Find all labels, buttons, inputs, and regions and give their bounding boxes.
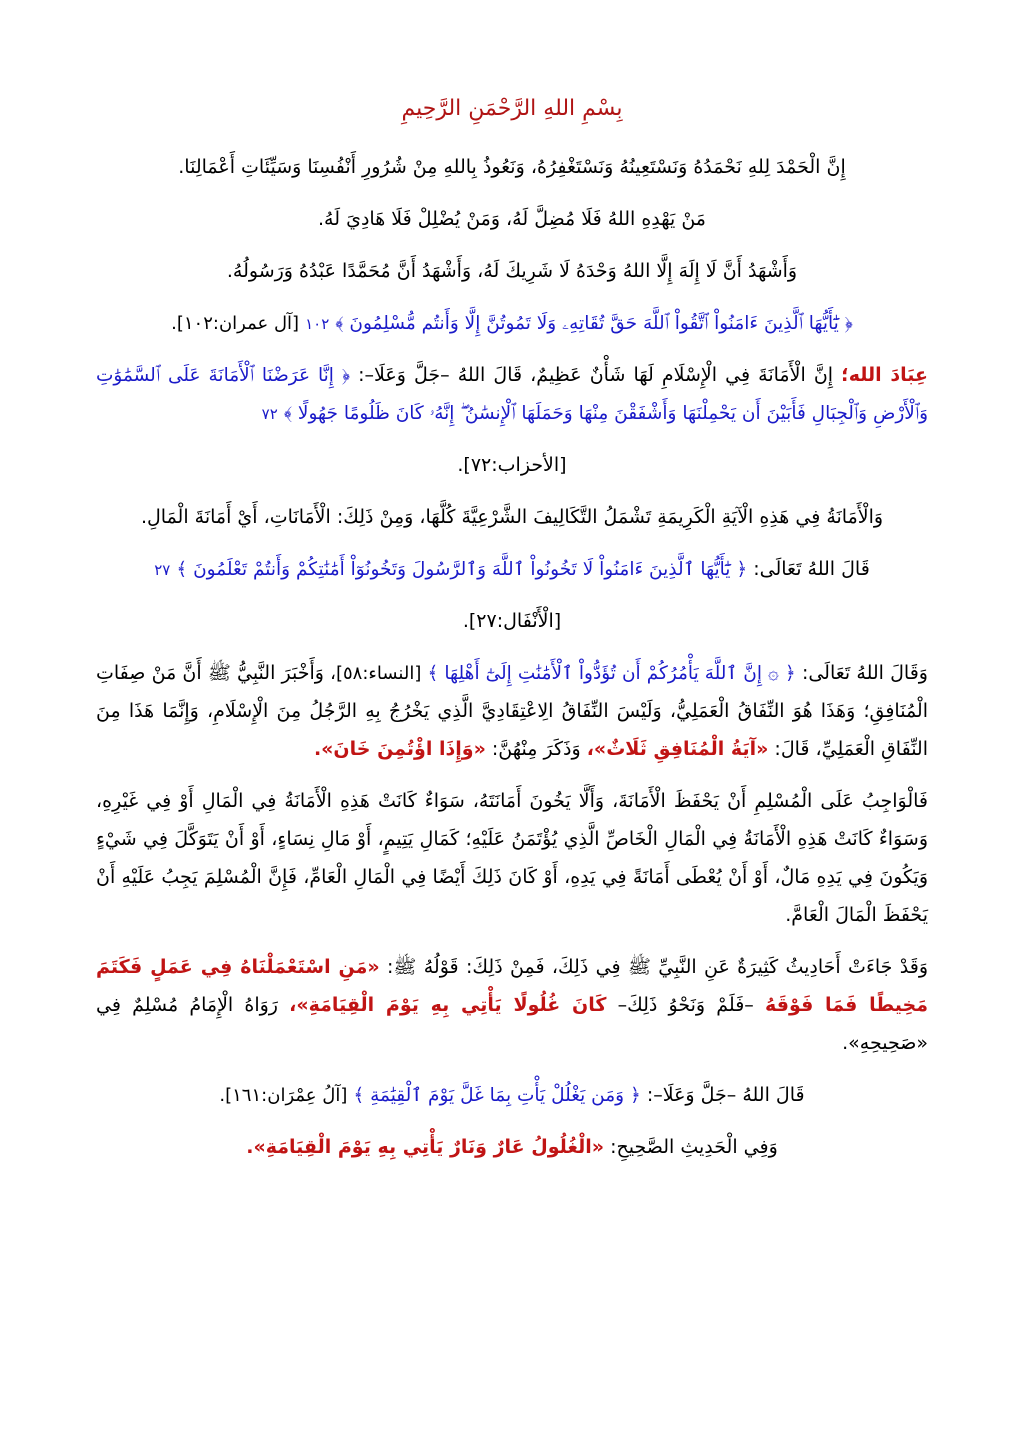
verse-block-2 <box>96 550 928 588</box>
verse-amanah-ayah-marker: ٧٢ <box>261 405 278 424</box>
khutbah-line-1: إِنَّ الْحَمْدَ لِلهِ نَحْمَدُهُ وَنَسْتَعِينُهُ وَنَسْتَغْفِرُهُ، وَنَعُوذُ بِاللهِ مِنْ شُرُورِ أَنْفُسِنَا وَسَيِّئَاتِ أَعْمَالِنَا. <box>178 156 846 179</box>
hadith-istamalnahu-middle: –فَلَمْ وَنَحْوُ ذَلِكَ– <box>617 994 754 1017</box>
hadith-munafiq-1: «آيَةُ الْمُنَافِقِ ثَلَاثٌ»، <box>586 738 769 761</box>
khutbah-line-3: وَأَشْهَدُ أَنَّ لَا إِلَهَ إِلَّا اللهُ وَحْدَهُ لَا شَرِيكَ لَهُ، وَأَشْهَدُ أَنَّ مُحَمَّدًا عَبْدُهُ وَرَسُولُهُ. <box>226 260 798 283</box>
hadith-munafiq-2: «وَإِذَا اؤْتُمِنَ خَانَ». <box>313 738 486 761</box>
hadith-istamalnahu-tail: كَانَ غُلُولًا يَأْتِي بِهِ يَوْمَ الْقِيَامَةِ»، <box>289 994 607 1017</box>
verse-1-ayah-marker: ١٠٢ <box>305 315 330 334</box>
verse-3-lead: وَقَالَ اللهُ تَعَالَى: <box>801 662 928 685</box>
hadith-attribution: رَوَاهُ الْإِمَامُ مُسْلِمٌ فِي «صَحِيحِهِ». <box>96 994 928 1055</box>
hadith-section-lead: وَقَدْ جَاءَتْ أَحَادِيثُ كَثِيرَةٌ عَنِ النَّبِيِّ ﷺ فِي ذَلِكَ، فَمِنْ ذَلِكَ: قَوْلُهُ ﷺ: <box>387 956 929 979</box>
verse-4-lead: قَالَ اللهُ –جَلَّ وَعَلَا–: <box>646 1084 805 1107</box>
final-hadith-lead: وَفِي الْحَدِيثِ الصَّحِيحِ: <box>610 1136 778 1159</box>
verse-block-1 <box>96 304 928 342</box>
final-hadith-block <box>96 1128 928 1166</box>
amanah-intro-paragraph <box>96 356 928 432</box>
verse-block-4 <box>96 1076 928 1114</box>
verse-2-ayah-marker: ٢٧ <box>154 561 171 580</box>
hadith-section-paragraph <box>96 948 928 1062</box>
verse-block-3 <box>96 654 928 768</box>
explanation-paragraph-1: وَالْأَمَانَةُ فِي هَذِهِ الْآيَةِ الْكَرِيمَةِ تَشْمَلُ التَّكَالِيفَ الشَّرْعِيَّةَ كُلَّهَا، وَمِنْ ذَلِكَ: الْأَمَانَاتِ، أَيْ أَمَانَةَ الْمَالِ. <box>140 506 884 529</box>
verse-amanah-text: ﴿ إِنَّا عَرَضْنَا ٱلْأَمَانَةَ عَلَى ٱلسَّمَٰوَٰتِ وَٱلْأَرْضِ وَٱلْجِبَالِ فَأَبَيْنَ أَن يَحْمِلْنَهَا وَأَشْفَقْنَ مِنْهَا وَحَمَلَهَا ٱلْإِنسَٰنُ ۖ إِنَّهُۥ كَانَ ظَلُومًا جَهُولًا ﴾ <box>96 365 928 425</box>
verse-3-text: ﴿ ۞ إِنَّ ٱللَّهَ يَأْمُرُكُمْ أَن تُؤَدُّواْ ٱلْأَمَٰنَٰتِ إِلَىٰٓ أَهْلِهَا ﴾ <box>427 663 796 685</box>
verse-2-reference: [الْأَنْفَال:٢٧]. <box>462 610 562 633</box>
basmala-heading: بِسْمِ اللهِ الرَّحْمَنِ الرَّحِيمِ <box>401 96 623 121</box>
hadith-istamalnahu-text: «مَنِ اسْتَعْمَلْنَاهُ فِي عَمَلٍ فَكَتَمَ مَخِيطًا فَمَا فَوْقَهُ <box>96 956 928 1017</box>
verse-3-reference: [النساء:٥٨]، <box>330 663 422 685</box>
verse-3-continuation: وَأَخْبَرَ النَّبِيُّ ﷺ أَنَّ مَنْ صِفَاتِ الْمُنَافِقِ؛ وَهَذَا هُوَ النِّفَاقُ الْعَمَلِيُّ، وَلَيْسَ النِّفَاقُ الِاعْتِقَادِيَّ الَّذِي يَخْرُجُ بِهِ الرَّجُلُ مِنَ الْإِسْلَامِ، وَإِنَّمَا هَذَا مِنَ النِّفَاقِ الْعَمَلِيِّ، قَالَ: <box>96 662 928 761</box>
verse-amanah-reference: [الأحزاب:٧٢]. <box>457 454 567 477</box>
khutbah-line-2: مَنْ يَهْدِهِ اللهُ فَلَا مُضِلَّ لَهُ، وَمَنْ يُضْلِلْ فَلَا هَادِيَ لَهُ. <box>318 208 706 231</box>
verse-2-lead: قَالَ اللهُ تَعَالَى: <box>753 558 870 581</box>
address-ibad-allah: عِبَادَ الله؛ <box>841 364 928 387</box>
verse-2-text: ﴿ يَٰٓأَيُّهَا ٱلَّذِينَ ءَامَنُواْ لَا تَخُونُواْ ٱللَّهَ وَٱلرَّسُولَ وَتَخُونُوٓاْ أَمَٰنَٰتِكُمْ وَأَنتُمْ تَعْلَمُونَ ﴾ <box>176 559 748 581</box>
verse-1-reference: [آل عمران:١٠٢]. <box>171 313 300 335</box>
hadith-munafiq-middle: وَذَكَرَ مِنْهُنَّ: <box>491 738 581 761</box>
obligation-paragraph: فَالْوَاجِبُ عَلَى الْمُسْلِمِ أَنْ يَحْفَظَ الْأَمَانَةَ، وَأَلَّا يَخُونَ أَمَانَتَهُ، سَوَاءٌ كَانَتْ هَذِهِ الْأَمَانَةُ فِي الْمَالِ أَوْ فِي غَيْرِهِ، وَسَوَاءٌ كَانَتْ هَذِهِ الْأَمَانَةُ فِي الْمَالِ الْخَاصِّ الَّذِي يُؤْتَمَنُ عَلَيْهِ؛ كَمَالِ يَتِيمٍ، أَوْ مَالِ نِسَاءٍ، أَوْ أَنْ يَتَوَكَّلَ فِي شَيْءٍ وَيَكُونَ فِي يَدِهِ مَالٌ، أَوْ أَنْ يُعْطَى أَمَانَةً فِي يَدِهِ، أَوْ كَانَ ذَلِكَ أَيْضًا فِي الْمَالِ الْعَامِّ، فَإِنَّ الْمُسْلِمَ يَجِبُ عَلَيْهِ أَنْ يَحْفَظَ الْمَالَ الْعَامَّ. <box>96 790 928 927</box>
verse-4-text: ﴿ وَمَن يَغْلُلْ يَأْتِ بِمَا غَلَّ يَوْمَ ٱلْقِيَٰمَةِ ﴾ <box>353 1085 641 1107</box>
verse-1-text: ﴿ يَٰٓأَيُّهَا ٱلَّذِينَ ءَامَنُواْ ٱتَّقُواْ ٱللَّهَ حَقَّ تُقَاتِهِۦ وَلَا تَمُوتُنَّ إِلَّا وَأَنتُم مُّسْلِمُونَ ﴾ <box>335 313 853 335</box>
verse-4-reference: [آلُ عِمْرَان:١٦١]. <box>219 1085 348 1107</box>
amanah-intro-text: إِنَّ الْأَمَانَةَ فِي الْإِسْلَامِ لَهَا شَأْنٌ عَظِيمٌ، قَالَ اللهُ –جَلَّ وَعَلَا–: <box>358 364 834 387</box>
final-hadith-text: «الْغُلُولُ عَارٌ وَنَارٌ يَأْتِي بِهِ يَوْمَ الْقِيَامَةِ». <box>246 1136 605 1159</box>
